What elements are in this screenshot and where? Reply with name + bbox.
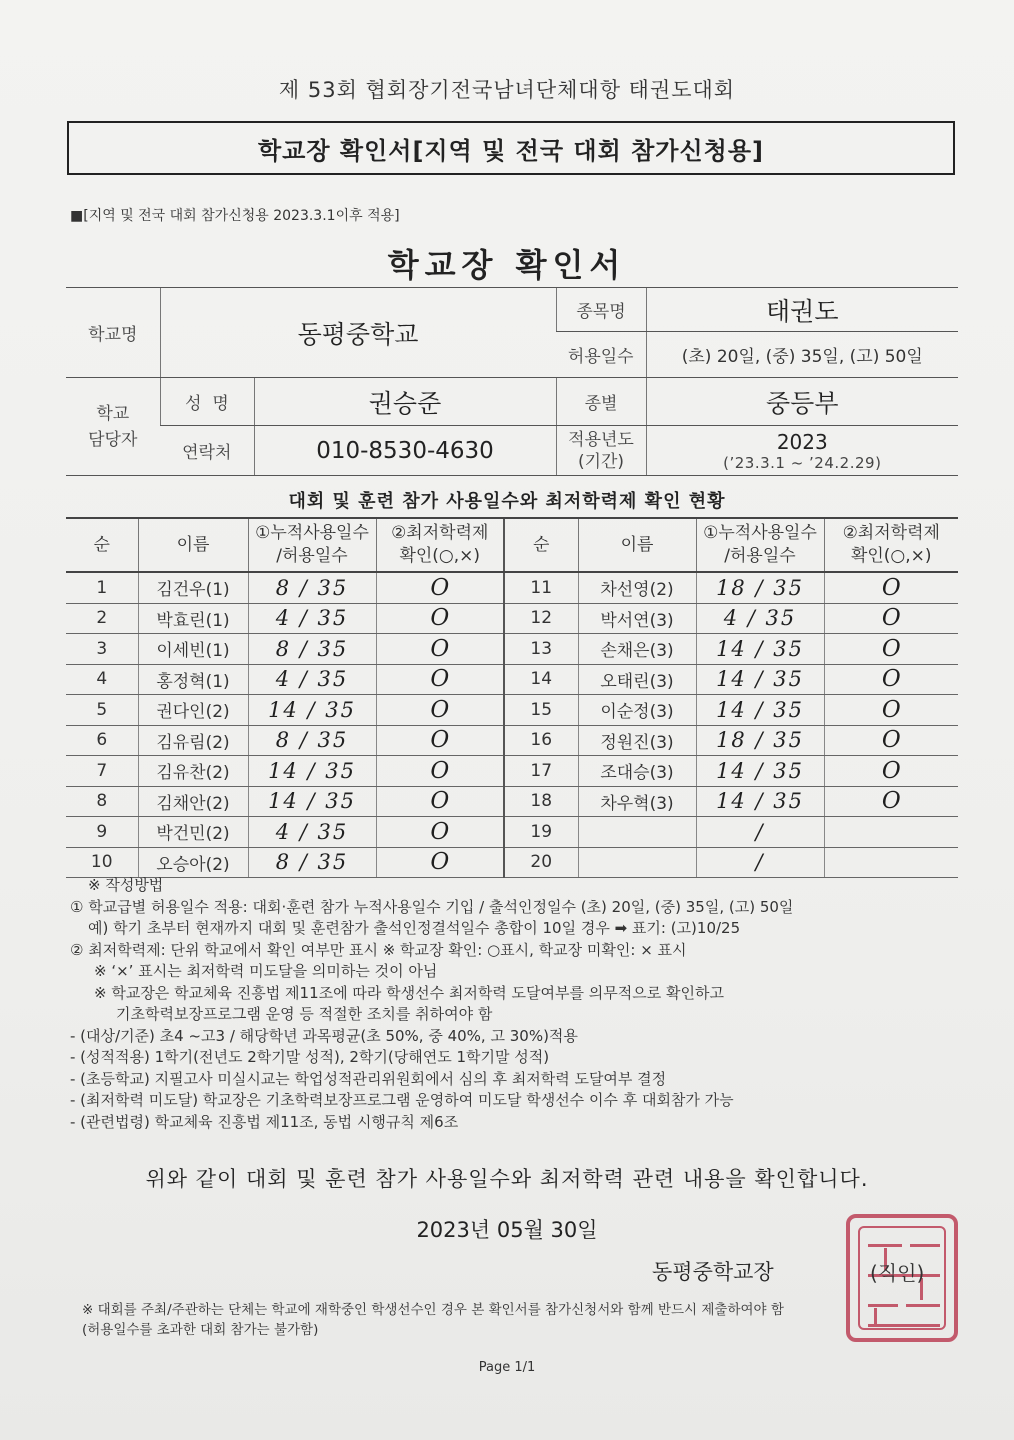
academic-check <box>824 634 958 665</box>
row-number <box>66 817 138 848</box>
athlete-name <box>578 847 696 878</box>
academic-check <box>824 572 958 603</box>
athlete-name <box>138 603 248 634</box>
row-number-text: 12 <box>530 608 553 629</box>
athlete-name <box>578 603 696 634</box>
athlete-name <box>578 725 696 756</box>
athlete-roster-table <box>66 517 958 878</box>
days-used <box>248 725 376 756</box>
table-row <box>66 756 958 787</box>
academic-check <box>376 634 504 665</box>
days-used <box>696 603 824 634</box>
note-line: ② 최저학력제: 단위 학교에서 확인 여부만 표시 ※ 학교장 확인: ○표시, 학교장 미확인: × 표시 <box>70 940 687 959</box>
row-number-text: 13 <box>530 638 553 659</box>
row-number <box>504 634 578 665</box>
academic-check-text: O <box>430 849 450 876</box>
row-number <box>66 603 138 634</box>
days-used <box>696 634 824 665</box>
allowed-days-value: (초) 20일, (중) 35일, (고) 50일 <box>646 332 958 378</box>
athlete-name-text: 김유림(2) <box>156 732 230 753</box>
days-used <box>696 817 824 848</box>
row-number <box>504 847 578 878</box>
year-cell <box>646 426 958 476</box>
academic-check-text: O <box>881 635 901 662</box>
athlete-name-text: 이순정(3) <box>600 702 674 723</box>
page-number: Page 1/1 <box>478 1360 536 1375</box>
row-number-text: 15 <box>530 699 553 720</box>
event-title: 제 53회 협회장기전국남녀단체대항 태권도대회 <box>278 78 736 102</box>
athlete-name-text: 박건민(2) <box>156 824 230 845</box>
days-used <box>696 756 824 787</box>
section-title: 대회 및 훈련 참가 사용일수와 최저학력제 확인 현황 <box>288 491 726 512</box>
days-used <box>248 603 376 634</box>
footnote <box>82 1300 784 1340</box>
academic-check-text: O <box>430 757 450 784</box>
days-used-text: 14 / 35 <box>716 636 804 661</box>
athlete-name-text: 이세빈(1) <box>156 641 230 662</box>
row-number-text: 9 <box>96 821 108 842</box>
note-line: ① 학교급별 허용일수 적용: 대회·훈련 참가 누적사용일수 기입 / 출석인정일수 (초) 20일, (중) 35일, (고) 50일 <box>70 897 794 916</box>
table-row <box>66 847 958 878</box>
athlete-name <box>138 634 248 665</box>
table-row <box>66 786 958 817</box>
days-used-text: / <box>755 819 765 844</box>
year-value: 2023 <box>776 429 828 454</box>
academic-check-text: O <box>430 605 450 632</box>
days-used <box>248 664 376 695</box>
row-number <box>66 572 138 603</box>
days-used <box>696 847 824 878</box>
row-number-text: 20 <box>530 852 553 873</box>
academic-check-text: O <box>881 757 901 784</box>
sport-value: 태권도 <box>646 288 958 332</box>
header-name: 이름 <box>578 518 696 572</box>
academic-check-text: O <box>881 727 901 754</box>
table-row <box>66 572 958 603</box>
header-days: ①누적사용일수 /허용일수 <box>696 518 824 572</box>
row-number <box>66 634 138 665</box>
days-used-text: 18 / 35 <box>716 575 804 600</box>
header-no: 순 <box>504 518 578 572</box>
division-value: 중등부 <box>646 378 958 426</box>
footnote-line: (허용일수를 초과한 대회 참가는 불가함) <box>82 1322 319 1338</box>
header-academic: ②최저학력제 확인(○,×) <box>376 518 504 572</box>
contact-label: 연락처 <box>160 426 254 476</box>
athlete-name <box>578 572 696 603</box>
row-number-text: 18 <box>530 791 553 812</box>
academic-check-text: O <box>430 788 450 815</box>
athlete-name <box>578 756 696 787</box>
days-used-text: 8 / 35 <box>275 636 349 661</box>
footnote-line: ※ 대회를 주최/주관하는 단체는 학교에 재학중인 학생선수인 경우 본 확인서를 참가신청서와 함께 반드시 제출하여야 함 <box>82 1302 784 1318</box>
days-used-text: 14 / 35 <box>716 758 804 783</box>
row-number-text: 1 <box>96 577 108 598</box>
academic-check <box>376 847 504 878</box>
manager-name: 권승준 <box>254 378 556 426</box>
days-used <box>696 664 824 695</box>
athlete-name <box>138 847 248 878</box>
days-used <box>696 725 824 756</box>
confirmation-statement: 위와 같이 대회 및 훈련 참가 사용일수와 최저학력 관련 내용을 확인합니다. <box>145 1167 869 1191</box>
days-used-text: 14 / 35 <box>716 667 804 692</box>
academic-check <box>376 817 504 848</box>
days-used-text: 14 / 35 <box>716 789 804 814</box>
row-number <box>504 817 578 848</box>
athlete-name-text: 홍정혁(1) <box>156 671 230 692</box>
academic-check-text: O <box>430 574 450 601</box>
document-title: 학교장 확인서 <box>387 246 627 284</box>
sport-label: 종목명 <box>556 288 646 332</box>
athlete-name <box>138 817 248 848</box>
academic-check <box>376 695 504 726</box>
row-number-text: 8 <box>96 791 108 812</box>
athlete-name-text: 김건우(1) <box>156 580 230 601</box>
year-period: (’23.3.1 ~ ’24.2.29) <box>723 453 882 472</box>
academic-check <box>376 756 504 787</box>
days-used <box>248 695 376 726</box>
table-row <box>66 603 958 634</box>
row-number-text: 17 <box>530 760 553 781</box>
allowed-days-label: 허용일수 <box>556 332 646 378</box>
days-used <box>248 572 376 603</box>
academic-check <box>376 786 504 817</box>
row-number <box>504 572 578 603</box>
athlete-name-text: 김채안(2) <box>156 793 230 814</box>
academic-check <box>824 603 958 634</box>
days-used-text: 14 / 35 <box>268 789 356 814</box>
header-no: 순 <box>66 518 138 572</box>
academic-check-text: O <box>430 696 450 723</box>
row-number <box>66 695 138 726</box>
row-number <box>504 725 578 756</box>
athlete-name-text: 차선영(2) <box>600 580 674 601</box>
academic-check-text: O <box>430 727 450 754</box>
table-row <box>66 817 958 848</box>
table-row <box>66 695 958 726</box>
table-row <box>66 725 958 756</box>
academic-check <box>824 756 958 787</box>
academic-check <box>824 664 958 695</box>
academic-check <box>376 572 504 603</box>
row-number-text: 7 <box>96 760 108 781</box>
days-used-text: 4 / 35 <box>275 606 349 631</box>
days-used <box>248 756 376 787</box>
note-line: 기초학력보장프로그램 운영 등 적절한 조치를 취하여야 함 <box>116 1005 493 1023</box>
row-number <box>504 756 578 787</box>
header-academic: ②최저학력제 확인(○,×) <box>824 518 958 572</box>
table-row <box>66 634 958 665</box>
athlete-name <box>578 634 696 665</box>
header-name: 이름 <box>138 518 248 572</box>
note-line: - (최저학력 미도달) 학교장은 기초학력보장프로그램 운영하여 미도달 학생선수 이수 후 대회참가 가능 <box>70 1091 734 1109</box>
header-days: ①누적사용일수 /허용일수 <box>248 518 376 572</box>
athlete-name-text: 박효린(1) <box>156 610 230 631</box>
note-line: ※ ‘×’ 표시는 최저학력 미도달을 의미하는 것이 아님 <box>94 962 438 980</box>
athlete-name <box>138 756 248 787</box>
athlete-name <box>578 786 696 817</box>
contact-value: 010-8530-4630 <box>254 426 556 476</box>
athlete-name-text: 손채은(3) <box>600 641 674 662</box>
athlete-name <box>138 786 248 817</box>
row-number-text: 2 <box>96 608 108 629</box>
year-label: 적용년도 (기간) <box>556 426 646 476</box>
academic-check-text: O <box>881 788 901 815</box>
athlete-name <box>138 725 248 756</box>
athlete-name-text: 박서연(3) <box>600 610 674 631</box>
days-used-text: 14 / 35 <box>268 758 356 783</box>
athlete-name-text: 권다인(2) <box>156 702 230 723</box>
row-number-text: 19 <box>530 821 553 842</box>
days-used <box>248 817 376 848</box>
table-row <box>66 664 958 695</box>
academic-check-text: O <box>881 666 901 693</box>
row-number <box>504 786 578 817</box>
athlete-name-text: 김유찬(2) <box>156 763 230 784</box>
days-used-text: 8 / 35 <box>275 575 349 600</box>
row-number-text: 4 <box>96 669 108 690</box>
school-info-table <box>66 287 958 476</box>
academic-check <box>824 847 958 878</box>
notes-title: ※ 작성방법 <box>88 876 164 894</box>
division-label: 종별 <box>556 378 646 426</box>
athlete-name-text: 조대승(3) <box>600 763 674 784</box>
note-line: - (관련법령) 학교체육 진흥법 제11조, 동법 시행규칙 제6조 <box>70 1112 459 1131</box>
days-used-text: / <box>755 850 765 875</box>
days-used <box>248 786 376 817</box>
school-label: 학교명 <box>66 288 160 378</box>
academic-check-text: O <box>881 605 901 632</box>
days-used <box>248 634 376 665</box>
principal-title: 동평중학교장 <box>652 1260 774 1284</box>
row-number <box>66 664 138 695</box>
row-number <box>66 786 138 817</box>
school-name: 동평중학교 <box>160 288 556 378</box>
athlete-name-text: 오승아(2) <box>156 854 230 875</box>
row-number-text: 6 <box>96 730 108 751</box>
days-used-text: 4 / 35 <box>275 819 349 844</box>
apply-note: ■[지역 및 전국 대회 참가신청용 2023.3.1이후 적용] <box>70 208 400 224</box>
boxed-form-title: 학교장 확인서[지역 및 전국 대회 참가신청용] <box>67 121 955 175</box>
row-number <box>66 756 138 787</box>
days-used-text: 18 / 35 <box>716 728 804 753</box>
name-label: 성 명 <box>160 378 254 426</box>
row-number <box>504 695 578 726</box>
row-number <box>66 725 138 756</box>
academic-check-text: O <box>430 666 450 693</box>
athlete-name <box>578 664 696 695</box>
days-used-text: 4 / 35 <box>275 667 349 692</box>
row-number-text: 16 <box>530 730 553 751</box>
academic-check <box>824 695 958 726</box>
academic-check <box>824 817 958 848</box>
row-number-text: 11 <box>530 577 553 598</box>
note-line: - (대상/기준) 초4 ~고3 / 해당학년 과목평균(초 50%, 중 40%, 고 30%)적용 <box>70 1026 578 1045</box>
row-number <box>504 603 578 634</box>
days-used <box>696 572 824 603</box>
days-used <box>696 786 824 817</box>
manager-label: 학교 담당자 <box>66 378 160 476</box>
note-line: - (초등학교) 지필고사 미실시교는 학업성적관리위원회에서 심의 후 최저학력 도달여부 결정 <box>70 1069 667 1088</box>
academic-check <box>376 664 504 695</box>
athlete-name <box>138 695 248 726</box>
days-used <box>696 695 824 726</box>
row-number-text: 3 <box>96 638 108 659</box>
athlete-name <box>138 664 248 695</box>
athlete-name <box>578 817 696 848</box>
row-number <box>504 664 578 695</box>
issue-date: 2023년 05월 30일 <box>416 1218 598 1242</box>
academic-check-text: O <box>881 696 901 723</box>
athlete-name-text: 오태린(3) <box>600 671 674 692</box>
seal-mark-text: (직인) <box>870 1261 925 1285</box>
academic-check <box>824 725 958 756</box>
row-number-text: 5 <box>96 699 108 720</box>
athlete-name <box>138 572 248 603</box>
academic-check-text: O <box>430 635 450 662</box>
note-line: ※ 학교장은 학교체육 진흥법 제11조에 따라 학생선수 최저학력 도달여부를 의무적으로 확인하고 <box>94 983 724 1002</box>
writing-instructions <box>70 875 950 1133</box>
row-number <box>66 847 138 878</box>
days-used <box>248 847 376 878</box>
academic-check-text: O <box>881 574 901 601</box>
days-used-text: 8 / 35 <box>275 728 349 753</box>
academic-check <box>376 725 504 756</box>
athlete-name-text: 정원진(3) <box>600 732 674 753</box>
days-used-text: 14 / 35 <box>268 697 356 722</box>
row-number-text: 14 <box>530 669 553 690</box>
athlete-name <box>578 695 696 726</box>
note-line: - (성적적용) 1학기(전년도 2학기말 성적), 2학기(당해연도 1학기말 성적) <box>70 1048 550 1066</box>
academic-check-text: O <box>430 818 450 845</box>
athlete-name-text: 차우혁(3) <box>600 793 674 814</box>
days-used-text: 8 / 35 <box>275 850 349 875</box>
days-used-text: 14 / 35 <box>716 697 804 722</box>
row-number-text: 10 <box>90 852 113 873</box>
note-line: 예) 학기 초부터 현재까지 대회 및 훈련참가 출석인정결석일수 총합이 10일 경우 ➡ 표기: (고)10/25 <box>88 919 741 937</box>
academic-check <box>824 786 958 817</box>
days-used-text: 4 / 35 <box>723 606 797 631</box>
academic-check <box>376 603 504 634</box>
